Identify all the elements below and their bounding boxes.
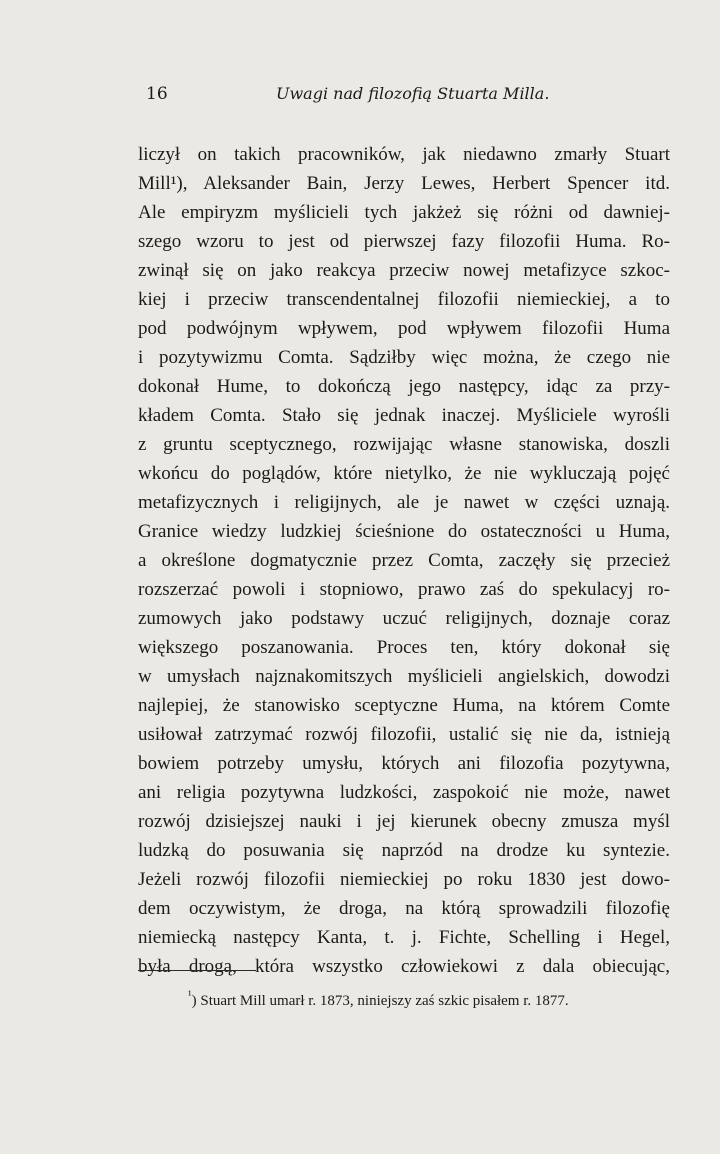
text-line: dem oczywistym, że droga, na którą sprowadzili filozofię — [138, 898, 670, 919]
text-line: bowiem potrzeby umysłu, których ani filozofia pozytywna, — [138, 753, 670, 774]
footnote — [188, 990, 668, 1012]
text-line: większego poszanowania. Proces ten, który dokonał się — [138, 637, 670, 658]
text-line: była drogą, która wszystko człowiekowi z dala obiecując, — [138, 956, 670, 977]
text-line: pod podwójnym wpływem, pod wpływem filozofii Huma — [138, 318, 670, 339]
text-line: Granice wiedzy ludzkiej ścieśnione do ostateczności u Huma, — [138, 521, 670, 542]
text-line: Ale empiryzm myślicieli tych jakżeż się różni od dawniej- — [138, 202, 670, 223]
text-line: wkońcu do poglądów, które nietylko, że nie wykluczają pojęć — [138, 463, 670, 484]
text-line: rozszerzać powoli i stopniowo, prawo zaś do spekulacyj ro- — [138, 579, 670, 600]
text-line: Mill¹), Aleksander Bain, Jerzy Lewes, Herbert Spencer itd. — [138, 173, 670, 194]
body-text — [138, 140, 670, 981]
text-line: rozwój dzisiejszej nauki i jej kierunek obecny zmusza myśl — [138, 811, 670, 832]
page-header — [146, 84, 666, 108]
text-line: i pozytywizmu Comta. Sądziłby więc można, że czego nie — [138, 347, 670, 368]
text-line: liczył on takich pracowników, jak niedawno zmarły Stuart — [138, 144, 670, 165]
text-line: metafizycznych i religijnych, ale je nawet w części uznają. — [138, 492, 670, 513]
footnote-marker: ¹ — [188, 988, 192, 1002]
page-number: 16 — [146, 84, 168, 104]
text-line: niemiecką następcy Kanta, t. j. Fichte, Schelling i Hegel, — [138, 927, 670, 948]
text-line: kładem Comta. Stało się jednak inaczej. Myśliciele wyrośli — [138, 405, 670, 426]
text-line: Jeżeli rozwój filozofii niemieckiej po roku 1830 jest dowo- — [138, 869, 670, 890]
running-title: Uwagi nad filozofią Stuarta Milla. — [276, 84, 550, 103]
text-line: dokonał Hume, to dokończą jego następcy, idąc za przy- — [138, 376, 670, 397]
text-line: ludzką do posuwania się naprzód na drodze ku syntezie. — [138, 840, 670, 861]
text-line: a określone dogmatycznie przez Comta, zaczęły się przecież — [138, 550, 670, 571]
text-line: z gruntu sceptycznego, rozwijając własne stanowiska, doszli — [138, 434, 670, 455]
footnote-text: ) Stuart Mill umarł r. 1873, niniejszy zaś szkic pisałem r. 1877. — [191, 993, 569, 1009]
text-line: ani religia pozytywna ludzkości, zaspokoić nie może, nawet — [138, 782, 670, 803]
text-line: w umysłach najznakomitszych myślicieli angielskich, dowodzi — [138, 666, 670, 687]
text-line: zwinął się on jako reakcya przeciw nowej metafizyce szkoc- — [138, 260, 670, 281]
text-line: najlepiej, że stanowisko sceptyczne Huma, na którem Comte — [138, 695, 670, 716]
text-line: szego wzoru to jest od pierwszej fazy filozofii Huma. Ro- — [138, 231, 670, 252]
text-line: zumowych jako podstawy uczuć religijnych, doznaje coraz — [138, 608, 670, 629]
footnote-divider — [138, 970, 256, 971]
text-line: kiej i przeciw transcendentalnej filozofii niemieckiej, a to — [138, 289, 670, 310]
text-line: usiłował zatrzymać rozwój filozofii, ustalić się nie da, istnieją — [138, 724, 670, 745]
